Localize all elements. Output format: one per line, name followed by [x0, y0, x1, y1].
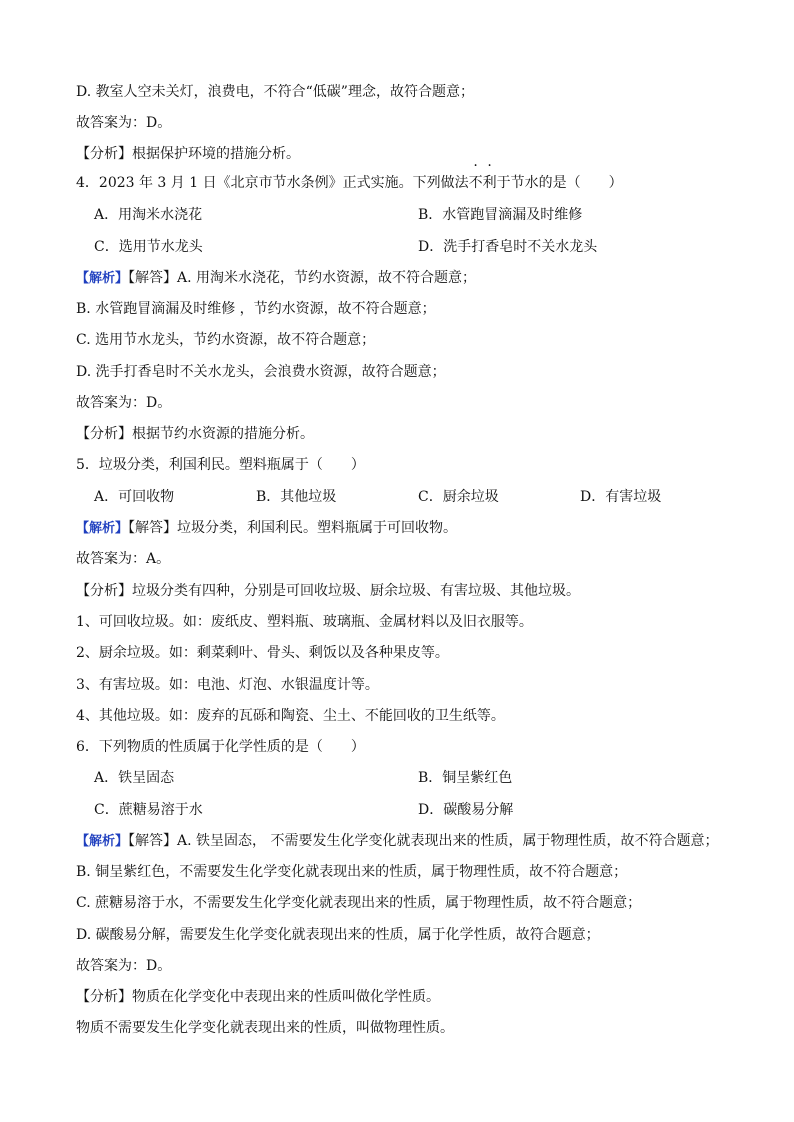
- list-item: 2、厨余垃圾。如：剩菜剩叶、骨头、剩饭以及各种果皮等。: [76, 645, 449, 661]
- jiexi-tag: 【解析】: [76, 834, 129, 849]
- list-item: 4、其他垃圾。如：废弃的瓦砾和陶瓷、尘土、不能回收的卫生纸等。: [76, 708, 505, 724]
- q4-option-b: B．水管跑冒滴漏及时维修: [418, 207, 583, 223]
- q4-option-c: C．选用节水龙头: [94, 239, 203, 255]
- q4-option-d: D．洗手打香皂时不关水龙头: [418, 239, 598, 255]
- answer-line: 故答案为：D。: [76, 958, 172, 974]
- q5-option-d: D．有害垃圾: [580, 489, 662, 505]
- analysis-line: [76, 580, 774, 602]
- analysis-text: 物质在化学变化中表现出来的性质叫做化学性质。: [132, 989, 440, 1005]
- q5-option-b: B．其他垃圾: [256, 489, 337, 505]
- question-4: [76, 172, 774, 194]
- analysis-text: 根据保护环境的措施分析。: [132, 146, 300, 162]
- question-4-text-pre: 4．2023 年 3 月 1 日《北京市节水条例》正式实施。下列做法: [76, 175, 469, 191]
- q5-solution-line: [76, 517, 774, 539]
- q6-option-d: D．碳酸易分解: [418, 802, 514, 818]
- text-line: D. 教室人空未关灯，浪费电，不符合“低碳”理念，故符合题意；: [76, 84, 474, 100]
- analysis-line: [76, 986, 774, 1008]
- emphasis-dot-char: 不: [468, 175, 483, 191]
- jieda-text: 【解答】A. 用淘米水浇花，节约水资源，故不符合题意；: [128, 270, 477, 286]
- analysis-tag: 【分析】: [76, 146, 132, 162]
- q6-option-a: A．铁呈固态: [94, 770, 175, 786]
- q4-solution-line: [76, 267, 774, 289]
- analysis-line: [76, 423, 774, 445]
- analysis-tag: 【分析】: [76, 583, 132, 599]
- analysis-text: 根据节约水资源的措施分析。: [132, 426, 314, 442]
- emphasis-dot-char: 利: [482, 175, 497, 191]
- text-line: D. 碳酸易分解，需要发生化学变化就表现出来的性质，属于化学性质，故符合题意；: [76, 927, 600, 943]
- analysis-line: [76, 143, 774, 165]
- q5-option-a: A．可回收物: [94, 489, 175, 505]
- jiexi-tag: 【解析】: [76, 521, 129, 536]
- list-item: 3、有害垃圾。如：电池、灯泡、水银温度计等。: [76, 677, 379, 693]
- answer-line: 故答案为：D。: [76, 395, 172, 411]
- q5-option-c: C．厨余垃圾: [418, 489, 499, 505]
- analysis-text: 垃圾分类有四种，分别是可回收垃圾、厨余垃圾、有害垃圾、其他垃圾。: [132, 583, 580, 599]
- jieda-text: 【解答】A. 铁呈固态， 不需要发生化学变化就表现出来的性质，属于物理性质，故不符合题意；: [128, 833, 719, 849]
- list-item: 1、可回收垃圾。如：废纸皮、塑料瓶、玻璃瓶、金属材料以及旧衣服等。: [76, 614, 533, 630]
- text-line: 物质不需要发生化学变化就表现出来的性质，叫做物理性质。: [76, 1020, 454, 1036]
- q6-option-b: B．铜呈紫红色: [418, 770, 513, 786]
- text-line: B. 铜呈紫红色，不需要发生化学变化就表现出来的性质，属于物理性质，故不符合题意；: [76, 864, 628, 880]
- jieda-text: 【解答】垃圾分类，利国利民。塑料瓶属于可回收物。: [128, 520, 458, 536]
- analysis-tag: 【分析】: [76, 426, 132, 442]
- text-line: C. 选用节水龙头，节约水资源，故不符合题意；: [76, 332, 376, 348]
- text-line: C. 蔗糖易溶于水，不需要发生化学变化就表现出来的性质，属于物理性质，故不符合题意；: [76, 895, 642, 911]
- text-line: D. 洗手打香皂时不关水龙头，会浪费水资源，故符合题意；: [76, 364, 446, 380]
- text-line: B. 水管跑冒滴漏及时维修 ，节约水资源，故不符合题意；: [76, 301, 436, 317]
- answer-line: 故答案为：A。: [76, 551, 171, 567]
- question-4-text-post: 于节水的是（ ）: [496, 175, 623, 191]
- answer-line: 故答案为：D。: [76, 115, 172, 131]
- q4-option-a: A．用淘米水浇花: [94, 207, 203, 223]
- jiexi-tag: 【解析】: [76, 271, 129, 286]
- q6-option-c: C．蔗糖易溶于水: [94, 802, 203, 818]
- question-6: 6．下列物质的性质属于化学性质的是（ ）: [76, 739, 365, 755]
- analysis-tag: 【分析】: [76, 989, 132, 1005]
- question-5: 5．垃圾分类，利国利民。塑料瓶属于（ ）: [76, 457, 365, 473]
- q6-solution-line: [76, 830, 774, 852]
